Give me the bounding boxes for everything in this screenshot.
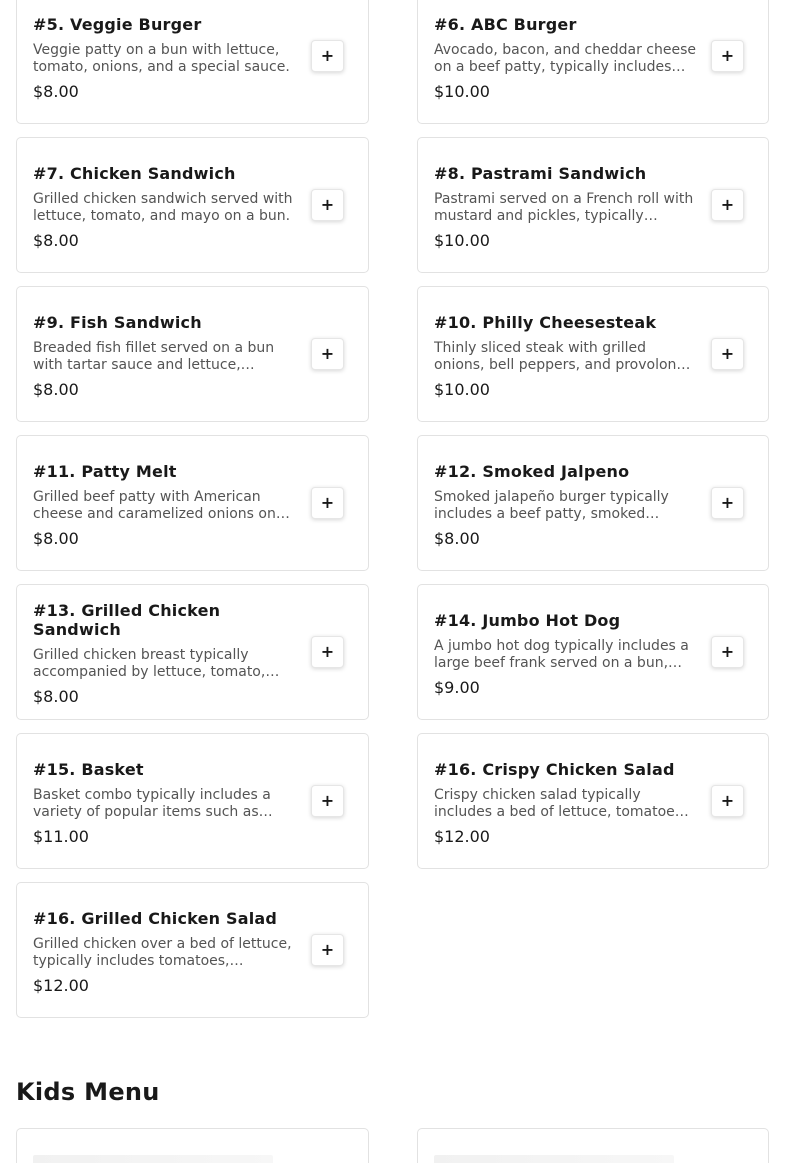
menu-item-price: $8.00 — [33, 81, 79, 101]
menu-item-name: #9. Fish Sandwich — [33, 312, 202, 332]
add-to-cart-button[interactable] — [711, 338, 744, 370]
plus-icon: + — [720, 493, 735, 512]
menu-item-card[interactable] — [417, 0, 769, 124]
menu-item-price: $8.00 — [434, 528, 480, 548]
menu-item-info — [33, 585, 295, 719]
menu-item-price: $12.00 — [33, 975, 89, 995]
menu-item-name: #6. ABC Burger — [434, 14, 577, 34]
menu-item-name-placeholder — [33, 1155, 273, 1163]
menu-item-card[interactable] — [16, 584, 369, 720]
menu-item-info — [434, 287, 696, 421]
menu-item-description: A jumbo hot dog typically includes a large beef frank served on a bun, — [434, 637, 689, 671]
menu-item-price: $12.00 — [434, 826, 490, 846]
menu-item-info — [33, 0, 295, 123]
plus-icon: + — [720, 791, 735, 810]
menu-item-price: $11.00 — [33, 826, 89, 846]
menu-item-description: Basket combo typically includes a variety of popular items such as — [33, 786, 271, 820]
menu-item-info — [434, 436, 696, 570]
kids-menu-grid — [16, 1128, 769, 1163]
plus-icon: + — [720, 642, 735, 661]
menu-item-info — [33, 287, 295, 421]
menu-item-card[interactable] — [16, 435, 369, 571]
plus-icon: + — [320, 791, 335, 810]
add-to-cart-button[interactable] — [711, 487, 744, 519]
menu-item-name: #12. Smoked Jalpeno — [434, 461, 630, 481]
menu-item-name: #16. Crispy Chicken Salad — [434, 759, 675, 779]
menu-items-grid — [16, 0, 769, 1018]
menu-item-card[interactable] — [16, 137, 369, 273]
menu-item-description: Pastrami served on a French roll with mustard and pickles, typically — [434, 190, 694, 224]
menu-item-description: Avocado, bacon, and cheddar cheese on a beef patty, typically includes — [434, 41, 696, 75]
menu-item-card[interactable] — [417, 137, 769, 273]
add-to-cart-button[interactable] — [311, 785, 344, 817]
add-to-cart-button[interactable] — [311, 487, 344, 519]
add-to-cart-button[interactable] — [311, 636, 344, 668]
menu-item-card[interactable] — [417, 1128, 769, 1163]
plus-icon: + — [320, 940, 335, 959]
plus-icon: + — [320, 46, 335, 65]
menu-item-price: $8.00 — [33, 230, 79, 250]
add-to-cart-button[interactable] — [311, 40, 344, 72]
add-to-cart-button[interactable] — [711, 189, 744, 221]
menu-item-name: #14. Jumbo Hot Dog — [434, 610, 621, 630]
menu-item-name: #8. Pastrami Sandwich — [434, 163, 647, 183]
menu-item-info — [33, 883, 295, 1017]
menu-item-name: #10. Philly Cheesesteak — [434, 312, 657, 332]
menu-item-info — [33, 436, 295, 570]
menu-item-price: $10.00 — [434, 230, 490, 250]
add-to-cart-button[interactable] — [311, 189, 344, 221]
menu-item-description: Crispy chicken salad typically includes a bed of lettuce, tomatoes, — [434, 786, 687, 820]
menu-item-card[interactable] — [16, 733, 369, 869]
menu-item-description: Grilled beef patty with American cheese and caramelized onions on — [33, 488, 276, 522]
menu-item-description: Thinly sliced steak with grilled onions, bell peppers, and provolone — [434, 339, 686, 373]
menu-item-name: #11. Patty Melt — [33, 461, 177, 481]
menu-item-card[interactable] — [417, 733, 769, 869]
section-title-kids-menu: Kids Menu — [16, 1078, 160, 1106]
menu-item-price: $10.00 — [434, 379, 490, 399]
menu-item-card[interactable] — [417, 435, 769, 571]
menu-item-description: Grilled chicken over a bed of lettuce, typically includes tomatoes, — [33, 935, 292, 969]
menu-item-card[interactable] — [16, 286, 369, 422]
menu-item-description: Grilled chicken sandwich served with lettuce, tomato, and mayo on a bun. — [33, 190, 293, 224]
menu-item-description: Smoked jalapeño burger typically includes a beef patty, smoked — [434, 488, 669, 522]
menu-item-price: $8.00 — [33, 528, 79, 548]
plus-icon: + — [320, 195, 335, 214]
menu-item-name: #7. Chicken Sandwich — [33, 163, 236, 183]
plus-icon: + — [720, 46, 735, 65]
menu-item-description: Breaded fish fillet served on a bun with tartar sauce and lettuce, — [33, 339, 275, 373]
plus-icon: + — [720, 344, 735, 363]
add-to-cart-button[interactable] — [311, 934, 344, 966]
add-to-cart-button[interactable] — [711, 636, 744, 668]
menu-item-info — [33, 734, 295, 868]
menu-item-price: $8.00 — [33, 379, 79, 399]
menu-item-name: #5. Veggie Burger — [33, 14, 202, 34]
menu-item-description: Veggie patty on a bun with lettuce, tomato, onions, and a special sauce. — [33, 41, 290, 75]
menu-item-card[interactable] — [417, 584, 769, 720]
plus-icon: + — [320, 344, 335, 363]
plus-icon: + — [320, 493, 335, 512]
menu-item-info — [434, 585, 696, 719]
menu-item-name: #13. Grilled Chicken Sandwich — [33, 601, 221, 639]
menu-item-name-placeholder — [434, 1155, 674, 1163]
add-to-cart-button[interactable] — [711, 785, 744, 817]
menu-item-card[interactable] — [16, 0, 369, 124]
menu-item-price: $10.00 — [434, 81, 490, 101]
add-to-cart-button[interactable] — [711, 40, 744, 72]
menu-item-info — [434, 734, 696, 868]
menu-item-price: $9.00 — [434, 677, 480, 697]
menu-item-description: Grilled chicken breast typically accompanied by lettuce, tomato, — [33, 647, 266, 680]
plus-icon: + — [720, 195, 735, 214]
menu-item-card[interactable] — [16, 882, 369, 1018]
menu-item-price: $8.00 — [33, 687, 79, 706]
menu-item-card[interactable] — [417, 286, 769, 422]
menu-item-name: #16. Grilled Chicken Salad — [33, 908, 278, 928]
menu-item-card[interactable] — [16, 1128, 369, 1163]
menu-item-info — [434, 0, 696, 123]
menu-item-name: #15. Basket — [33, 759, 144, 779]
plus-icon: + — [320, 642, 335, 661]
add-to-cart-button[interactable] — [311, 338, 344, 370]
menu-item-info — [33, 138, 295, 272]
menu-item-info — [434, 138, 696, 272]
